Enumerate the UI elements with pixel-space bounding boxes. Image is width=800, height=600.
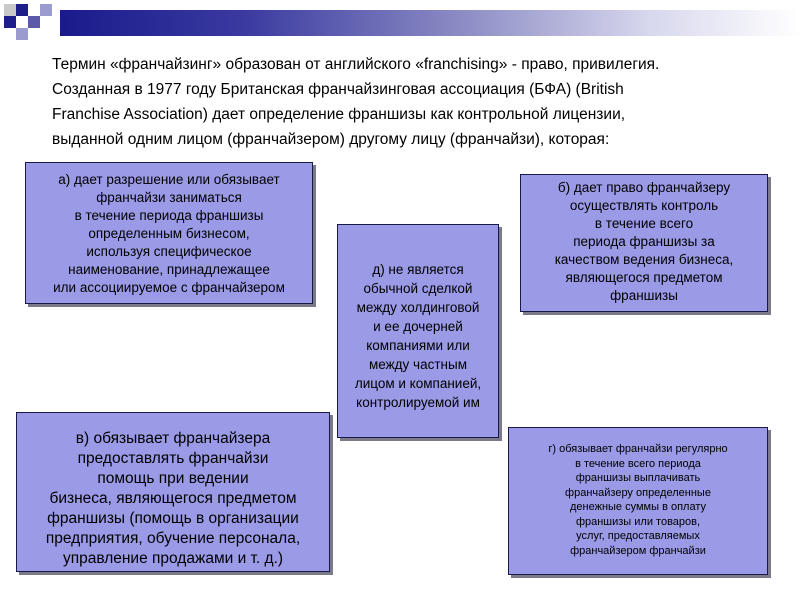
intro-line: выданной одним лицом (франчайзером) другому лицу (франчайзи), которая:	[52, 131, 610, 148]
box-v-line: франшизы (помощь в организации	[47, 510, 299, 527]
box-v-line: помощь при ведении	[97, 470, 249, 487]
box-b-line: качеством ведения бизнеса,	[554, 252, 734, 267]
box-d-line: обычной сделкой	[363, 281, 473, 296]
decor-square	[4, 28, 16, 40]
decor-square	[28, 16, 40, 28]
intro-line: Franchise Association) дает определение франшизы как контрольной лицензии,	[52, 106, 626, 123]
box-b-line: франшизы	[610, 288, 678, 303]
box-v-line: управление продажами и т. д.)	[62, 550, 284, 567]
definition-box-v	[16, 412, 330, 572]
decor-square	[4, 16, 16, 28]
box-v-line: предприятия, обучение персонала,	[45, 530, 301, 547]
box-v-line: в) обязывает франчайзера	[75, 430, 271, 447]
box-a-line: или ассоциируемое с франчайзером	[53, 280, 285, 295]
box-a-line: используя специфическое	[86, 244, 252, 259]
box-d-line: контролируемой им	[356, 395, 480, 410]
intro-paragraph	[52, 52, 752, 152]
box-d-line: между частным	[369, 357, 467, 372]
header-decoration	[0, 0, 800, 44]
box-a-line: в течение периода франшизы	[74, 208, 264, 223]
box-g-line: франчайзеру определенные	[565, 486, 711, 499]
definition-box-d	[337, 224, 499, 438]
box-a-line: определенным бизнесом,	[88, 226, 250, 241]
box-b-line: в течение всего	[594, 216, 694, 231]
intro-line: Созданная в 1977 году Британская франчайзинговая ассоциация (БФА) (British	[52, 81, 624, 98]
box-g-line: франшизы выплачивать	[575, 472, 701, 484]
box-g-line: франчайзером франчайзи	[570, 544, 706, 557]
decor-square	[4, 4, 16, 16]
decor-square	[28, 4, 40, 16]
box-d-line: и ее дочерней	[373, 319, 463, 334]
box-g-line: услуг, предоставляемых	[576, 530, 700, 542]
decor-square	[40, 16, 52, 28]
box-v-line: предоставлять франчайзи	[77, 450, 269, 467]
box-b-line: являющегося предметом	[565, 270, 723, 285]
box-g-line: денежные суммы в оплату	[569, 501, 706, 513]
box-b-line: б) дает право франчайзеру	[557, 180, 731, 195]
definition-box-g	[508, 427, 768, 575]
intro-line: Термин «франчайзинг» образован от английского «franchising» - право, привилегия.	[52, 56, 660, 73]
header-gradient-bar	[60, 10, 800, 36]
box-b-line: осуществлять контроль	[569, 198, 719, 213]
box-g-line: в течение всего периода	[575, 457, 701, 470]
box-d-line: лицом и компанией,	[354, 376, 482, 391]
decor-square	[40, 4, 52, 16]
decor-square	[16, 16, 28, 28]
box-v-line: бизнеса, являющегося предметом	[49, 490, 297, 507]
box-a-line: а) дает разрешение или обязывает	[58, 172, 280, 187]
box-d-line: д) не является	[372, 262, 464, 277]
box-g-line: франшизы или товаров,	[575, 515, 701, 528]
box-a-line: наименование, принадлежащее	[68, 262, 270, 277]
box-g-line: г) обязывает франчайзи регулярно	[548, 443, 728, 455]
decor-square	[16, 4, 28, 16]
box-d-line: компаниями или	[366, 338, 470, 353]
decor-square	[16, 28, 28, 40]
box-b-line: периода франшизы за	[573, 234, 715, 249]
definition-box-a	[25, 162, 313, 304]
definition-box-b	[520, 174, 768, 312]
box-d-line: между холдинговой	[356, 300, 480, 315]
decor-square	[28, 28, 40, 40]
box-a-line: франчайзи заниматься	[96, 190, 242, 205]
